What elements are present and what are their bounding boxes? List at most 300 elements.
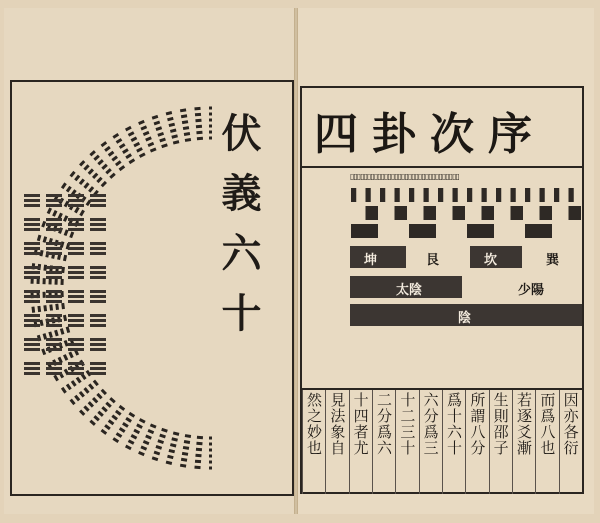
square-hexagram-line — [68, 324, 84, 327]
square-hexagram-line — [90, 252, 106, 255]
circle-hexagram-line — [66, 186, 72, 193]
circle-hexagram-line — [55, 304, 59, 310]
circle-hexagram-line — [63, 315, 67, 321]
circle-hexagram-line — [136, 147, 143, 152]
circle-hexagram-line — [150, 423, 157, 428]
circle-hexagram-line — [145, 136, 152, 141]
circle-hexagram-line — [194, 466, 200, 469]
square-hexagram-line — [46, 194, 62, 197]
hexagram-bar — [351, 224, 378, 238]
circle-hexagram-line — [157, 132, 164, 137]
square-hexagram-line — [90, 271, 106, 274]
circle-hexagram-line — [70, 399, 76, 406]
square-hexagram-line — [46, 199, 62, 202]
square-hexagram-line — [24, 372, 40, 375]
circle-hexagram-line — [133, 142, 140, 147]
hexagram-bar — [453, 206, 466, 220]
hexagram-bar — [409, 188, 414, 202]
hexagram-bar — [395, 206, 408, 220]
square-hexagram-line — [90, 204, 106, 207]
square-hexagram-line — [68, 348, 84, 351]
commentary-column: 見法象自 — [328, 392, 347, 456]
circle-hexagram-line — [128, 439, 135, 444]
hexagram-bar — [525, 224, 552, 238]
square-hexagram-line — [46, 372, 62, 375]
circle-hexagram-line — [112, 437, 119, 443]
hexagram-bar — [351, 188, 356, 202]
circle-hexagram-line — [140, 125, 147, 130]
circle-hexagram-line — [138, 451, 145, 456]
hexagram-bar — [366, 188, 371, 202]
square-hexagram-line — [68, 199, 84, 202]
circle-hexagram-line — [101, 181, 107, 187]
commentary-column: 六分爲三 — [421, 392, 440, 456]
circle-hexagram-line — [131, 137, 138, 142]
square-hexagram-line — [90, 276, 106, 279]
hexagram-names-row: ▯▯▯▯▯▯▯▯▯▯▯▯▯▯▯▯▯▯▯▯▯▯▯▯▯▯▯▯▯▯▯▯ — [350, 172, 459, 181]
circle-hexagram-line — [161, 143, 168, 148]
gen-label: 艮 — [426, 253, 440, 268]
circle-hexagram-line — [209, 437, 212, 440]
circle-hexagram-line — [96, 177, 102, 183]
circle-hexagram-line — [61, 182, 67, 189]
square-hexagram-line — [68, 300, 84, 303]
circle-hexagram-line — [139, 418, 146, 423]
hexagram-bar — [409, 224, 436, 238]
square-hexagram-line — [24, 290, 40, 293]
circle-hexagram-line — [108, 151, 115, 157]
circle-hexagram-line — [39, 250, 43, 256]
circle-hexagram-line — [184, 132, 190, 136]
hexagram-bar — [569, 206, 582, 220]
circle-hexagram-line — [109, 173, 115, 179]
commentary-column: 二分爲六 — [375, 392, 393, 456]
circle-hexagram-line — [173, 431, 180, 435]
circle-hexagram-line — [43, 236, 48, 243]
commentary-column: 然之妙也 — [305, 392, 323, 456]
right-page — [298, 8, 594, 514]
circle-hexagram-line — [112, 133, 119, 139]
circle-hexagram-line — [194, 107, 200, 110]
column-rule — [512, 390, 513, 494]
square-hexagram-line — [24, 314, 40, 317]
square-hexagram-line — [46, 319, 62, 322]
circle-hexagram-line — [61, 303, 65, 309]
column-rule — [349, 390, 350, 494]
circle-hexagram-line — [181, 458, 187, 462]
circle-hexagram-line — [83, 164, 89, 170]
circle-hexagram-line — [37, 235, 42, 242]
circle-hexagram-line — [74, 207, 80, 214]
square-hexagram-line — [68, 204, 84, 207]
circle-hexagram-line — [209, 461, 212, 464]
square-hexagram-line — [68, 223, 84, 226]
square-hexagram-line — [68, 228, 84, 231]
circle-hexagram-line — [101, 429, 108, 435]
circle-hexagram-line — [69, 231, 74, 238]
column-rule — [442, 390, 443, 494]
square-hexagram-line — [90, 314, 106, 317]
circle-hexagram-line — [115, 160, 122, 166]
circle-hexagram-line — [43, 292, 46, 298]
circle-hexagram-line — [131, 434, 138, 439]
left-page — [4, 8, 294, 514]
square-hexagram-line — [68, 367, 84, 370]
square-hexagram-line — [46, 295, 62, 298]
circle-hexagram-line — [64, 340, 69, 347]
kun-band — [350, 246, 406, 268]
circle-hexagram-line — [119, 427, 126, 433]
square-hexagram-line — [24, 266, 40, 269]
circle-hexagram-line — [150, 147, 157, 152]
left-page-title: 伏義六十 — [215, 112, 262, 352]
hexagram-bar — [511, 206, 524, 220]
circle-hexagram-line — [101, 389, 107, 395]
kun-label: 坤 — [364, 253, 378, 268]
column-rule — [535, 390, 536, 494]
column-rule — [302, 390, 303, 494]
square-hexagram-line — [46, 228, 62, 231]
circle-hexagram-line — [195, 454, 201, 457]
circle-hexagram-line — [195, 460, 201, 463]
column-rule — [325, 390, 326, 494]
square-hexagram-line — [90, 319, 106, 322]
square-hexagram-line — [46, 204, 62, 207]
square-hexagram-line — [24, 252, 40, 255]
square-hexagram-line — [46, 252, 62, 255]
circle-hexagram-line — [89, 420, 95, 426]
square-hexagram-line — [90, 194, 106, 197]
circle-hexagram-line — [96, 393, 102, 399]
circle-hexagram-line — [171, 134, 178, 138]
circle-hexagram-line — [79, 178, 85, 185]
hexagram-bar — [482, 188, 487, 202]
circle-hexagram-line — [148, 429, 155, 434]
circle-hexagram-line — [181, 114, 187, 118]
commentary-column: 因亦各衍 — [561, 392, 580, 456]
square-hexagram-line — [46, 300, 62, 303]
circle-hexagram-line — [71, 380, 77, 387]
circle-hexagram-line — [128, 158, 135, 164]
square-hexagram-line — [46, 247, 62, 250]
circle-hexagram-line — [157, 439, 164, 444]
square-hexagram-line — [46, 338, 62, 341]
hexagram-bar — [540, 188, 545, 202]
square-hexagram-line — [68, 194, 84, 197]
title-panel — [302, 88, 582, 168]
circle-hexagram-line — [83, 405, 89, 411]
yin-label: 陰 — [458, 311, 472, 326]
square-hexagram-line — [24, 204, 40, 207]
circle-hexagram-line — [74, 395, 80, 402]
square-hexagram-line — [24, 247, 40, 250]
square-hexagram-line — [68, 362, 84, 365]
square-hexagram-line — [68, 372, 84, 375]
circle-hexagram-line — [79, 160, 85, 166]
circle-hexagram-line — [182, 120, 188, 124]
circle-hexagram-line — [171, 437, 178, 441]
circle-hexagram-line — [185, 138, 191, 142]
circle-hexagram-line — [88, 186, 94, 193]
circle-hexagram-line — [119, 405, 126, 411]
circle-hexagram-line — [155, 445, 162, 450]
circle-hexagram-line — [154, 451, 161, 456]
square-hexagram-line — [24, 228, 40, 231]
circle-hexagram-line — [55, 279, 58, 285]
hexagram-bar — [438, 188, 443, 202]
circle-hexagram-line — [79, 210, 85, 217]
circle-hexagram-line — [66, 384, 72, 391]
circle-hexagram-line — [154, 121, 161, 126]
circle-hexagram-line — [173, 140, 180, 144]
circle-hexagram-line — [128, 412, 135, 418]
square-hexagram-line — [68, 290, 84, 293]
circle-hexagram-line — [68, 352, 73, 359]
circle-hexagram-line — [145, 434, 152, 439]
circle-hexagram-line — [140, 446, 147, 451]
square-hexagram-line — [46, 218, 62, 221]
square-hexagram-line — [68, 295, 84, 298]
square-hexagram-line — [24, 348, 40, 351]
circle-hexagram-line — [101, 164, 107, 170]
square-hexagram-line — [68, 252, 84, 255]
square-hexagram-line — [90, 348, 106, 351]
square-hexagram-line — [24, 218, 40, 221]
circle-hexagram-line — [209, 443, 212, 446]
circle-hexagram-line — [83, 182, 89, 189]
circle-hexagram-line — [161, 428, 168, 433]
circle-hexagram-line — [89, 150, 95, 156]
hexagram-bars — [350, 186, 582, 242]
square-hexagram-line — [24, 295, 40, 298]
circle-hexagram-line — [76, 377, 82, 384]
circle-hexagram-line — [63, 215, 68, 222]
square-hexagram-line — [90, 300, 106, 303]
circle-hexagram-line — [31, 307, 35, 313]
square-hexagram-line — [90, 338, 106, 341]
square-hexagram-line — [46, 324, 62, 327]
hexagram-bar — [424, 206, 437, 220]
hexagram-circle-diagram — [12, 82, 212, 494]
circle-hexagram-line — [97, 411, 103, 417]
column-rule — [559, 390, 560, 494]
circle-hexagram-line — [79, 409, 85, 415]
circle-hexagram-line — [60, 328, 65, 335]
circle-hexagram-line — [53, 375, 59, 382]
circle-hexagram-line — [105, 402, 111, 408]
circle-hexagram-line — [104, 424, 111, 430]
square-hexagram-line — [46, 266, 62, 269]
circle-hexagram-line — [152, 115, 159, 120]
circle-hexagram-line — [125, 126, 132, 131]
hexagram-bar — [511, 188, 516, 202]
circle-hexagram-line — [63, 354, 68, 361]
square-hexagram-line — [68, 218, 84, 221]
square-hexagram-line — [90, 247, 106, 250]
circle-hexagram-line — [148, 142, 155, 147]
shaoyang-label: 少陽 — [518, 283, 545, 298]
circle-hexagram-line — [108, 419, 115, 425]
circle-hexagram-line — [92, 397, 98, 403]
circle-hexagram-line — [52, 210, 57, 217]
circle-hexagram-line — [133, 429, 140, 434]
circle-hexagram-line — [88, 168, 94, 174]
circle-hexagram-line — [64, 229, 69, 236]
circle-hexagram-line — [119, 143, 126, 149]
hexagram-bar — [467, 224, 494, 238]
xun-label: 巽 — [546, 253, 560, 268]
hexagram-bar — [569, 188, 574, 202]
circle-hexagram-line — [61, 279, 64, 285]
circle-hexagram-line — [97, 159, 103, 165]
circle-hexagram-line — [180, 108, 186, 112]
square-hexagram-line — [24, 194, 40, 197]
square-hexagram-line — [24, 367, 40, 370]
hexagram-bar — [366, 206, 379, 220]
circle-hexagram-line — [104, 146, 111, 152]
circle-hexagram-line — [196, 448, 202, 451]
column-rule — [395, 390, 396, 494]
circle-hexagram-line — [128, 131, 135, 136]
column-rule — [419, 390, 420, 494]
circle-hexagram-line — [74, 175, 80, 182]
square-hexagram-line — [46, 367, 62, 370]
circle-hexagram-line — [167, 455, 174, 459]
hexagram-bar — [540, 206, 553, 220]
circle-hexagram-line — [159, 434, 166, 439]
commentary-column: 而爲八也 — [538, 392, 557, 456]
square-hexagram-line — [46, 290, 62, 293]
circle-hexagram-line — [184, 440, 190, 444]
circle-hexagram-line — [109, 397, 115, 403]
square-hexagram-line — [68, 247, 84, 250]
square-hexagram-line — [90, 324, 106, 327]
hexagram-bar — [380, 188, 385, 202]
square-hexagram-line — [46, 223, 62, 226]
circle-hexagram-line — [167, 117, 174, 121]
square-hexagram-line — [68, 319, 84, 322]
circle-hexagram-line — [143, 440, 150, 445]
square-hexagram-line — [24, 300, 40, 303]
circle-hexagram-line — [101, 406, 107, 412]
circle-hexagram-line — [159, 138, 166, 143]
square-hexagram-line — [90, 290, 106, 293]
circle-hexagram-line — [136, 423, 143, 428]
square-hexagram-line — [90, 228, 106, 231]
circle-hexagram-line — [116, 138, 123, 144]
circle-hexagram-line — [180, 464, 186, 468]
circle-hexagram-line — [41, 348, 46, 355]
circle-hexagram-line — [79, 391, 85, 398]
circle-hexagram-line — [125, 153, 132, 159]
hexagram-bar — [482, 206, 495, 220]
circle-hexagram-line — [115, 410, 122, 416]
square-hexagram-line — [90, 362, 106, 365]
circle-hexagram-line — [43, 278, 46, 284]
square-hexagram-line — [46, 242, 62, 245]
circle-hexagram-line — [93, 155, 99, 161]
square-hexagram-line — [90, 218, 106, 221]
hexagram-bar — [453, 188, 458, 202]
square-hexagram-line — [90, 223, 106, 226]
circle-hexagram-line — [93, 415, 99, 421]
circle-hexagram-line — [196, 442, 202, 445]
circle-hexagram-line — [49, 278, 52, 284]
circle-hexagram-line — [166, 111, 173, 115]
square-hexagram-line — [46, 276, 62, 279]
square-hexagram-line — [24, 343, 40, 346]
circle-hexagram-line — [166, 461, 173, 465]
commentary-column: 爲十六十 — [445, 392, 463, 456]
circle-hexagram-line — [88, 383, 94, 390]
square-hexagram-line — [68, 266, 84, 269]
hexagram-order-chart — [350, 168, 582, 388]
circle-hexagram-line — [138, 120, 145, 125]
square-hexagram-line — [24, 319, 40, 322]
hexagram-bar — [496, 188, 501, 202]
square-hexagram-line — [24, 271, 40, 274]
circle-hexagram-line — [41, 221, 46, 228]
square-hexagram-line — [24, 242, 40, 245]
taiyin-label: 太陰 — [396, 283, 423, 298]
square-hexagram-line — [24, 223, 40, 226]
square-hexagram-line — [68, 343, 84, 346]
square-hexagram-line — [46, 271, 62, 274]
square-hexagram-line — [90, 372, 106, 375]
circle-hexagram-line — [209, 107, 212, 110]
circle-hexagram-line — [183, 446, 189, 450]
square-hexagram-line — [90, 343, 106, 346]
circle-hexagram-line — [169, 449, 176, 453]
circle-hexagram-line — [119, 165, 126, 171]
circle-hexagram-line — [92, 173, 98, 179]
circle-hexagram-line — [101, 141, 108, 147]
hexagram-bar — [525, 188, 530, 202]
circle-hexagram-line — [105, 168, 111, 174]
circle-hexagram-line — [47, 207, 52, 214]
square-hexagram-line — [68, 242, 84, 245]
square-hexagram-line — [24, 324, 40, 327]
circle-hexagram-line — [88, 401, 94, 407]
commentary-column: 所謂八分 — [468, 392, 487, 456]
circle-hexagram-line — [48, 331, 53, 338]
square-hexagram-line — [90, 367, 106, 370]
commentary-block — [302, 388, 582, 494]
circle-hexagram-line — [49, 304, 53, 310]
square-hexagram-line — [24, 276, 40, 279]
circle-hexagram-line — [93, 380, 99, 387]
square-hexagram-line — [24, 199, 40, 202]
column-rule — [372, 390, 373, 494]
square-hexagram-line — [90, 199, 106, 202]
circle-hexagram-line — [182, 452, 188, 456]
column-rule — [465, 390, 466, 494]
circle-hexagram-line — [170, 129, 177, 133]
commentary-column: 十四者尤 — [351, 392, 370, 456]
hexagram-bar — [554, 188, 559, 202]
circle-hexagram-line — [83, 387, 89, 394]
circle-hexagram-line — [39, 320, 43, 326]
circle-hexagram-line — [116, 432, 123, 438]
circle-hexagram-line — [111, 155, 118, 161]
square-hexagram-line — [90, 242, 106, 245]
circle-hexagram-line — [183, 126, 189, 130]
circle-hexagram-line — [122, 148, 129, 154]
circle-hexagram-line — [125, 417, 132, 423]
circle-hexagram-line — [152, 456, 159, 461]
square-hexagram-line — [24, 338, 40, 341]
circle-hexagram-line — [37, 306, 41, 312]
